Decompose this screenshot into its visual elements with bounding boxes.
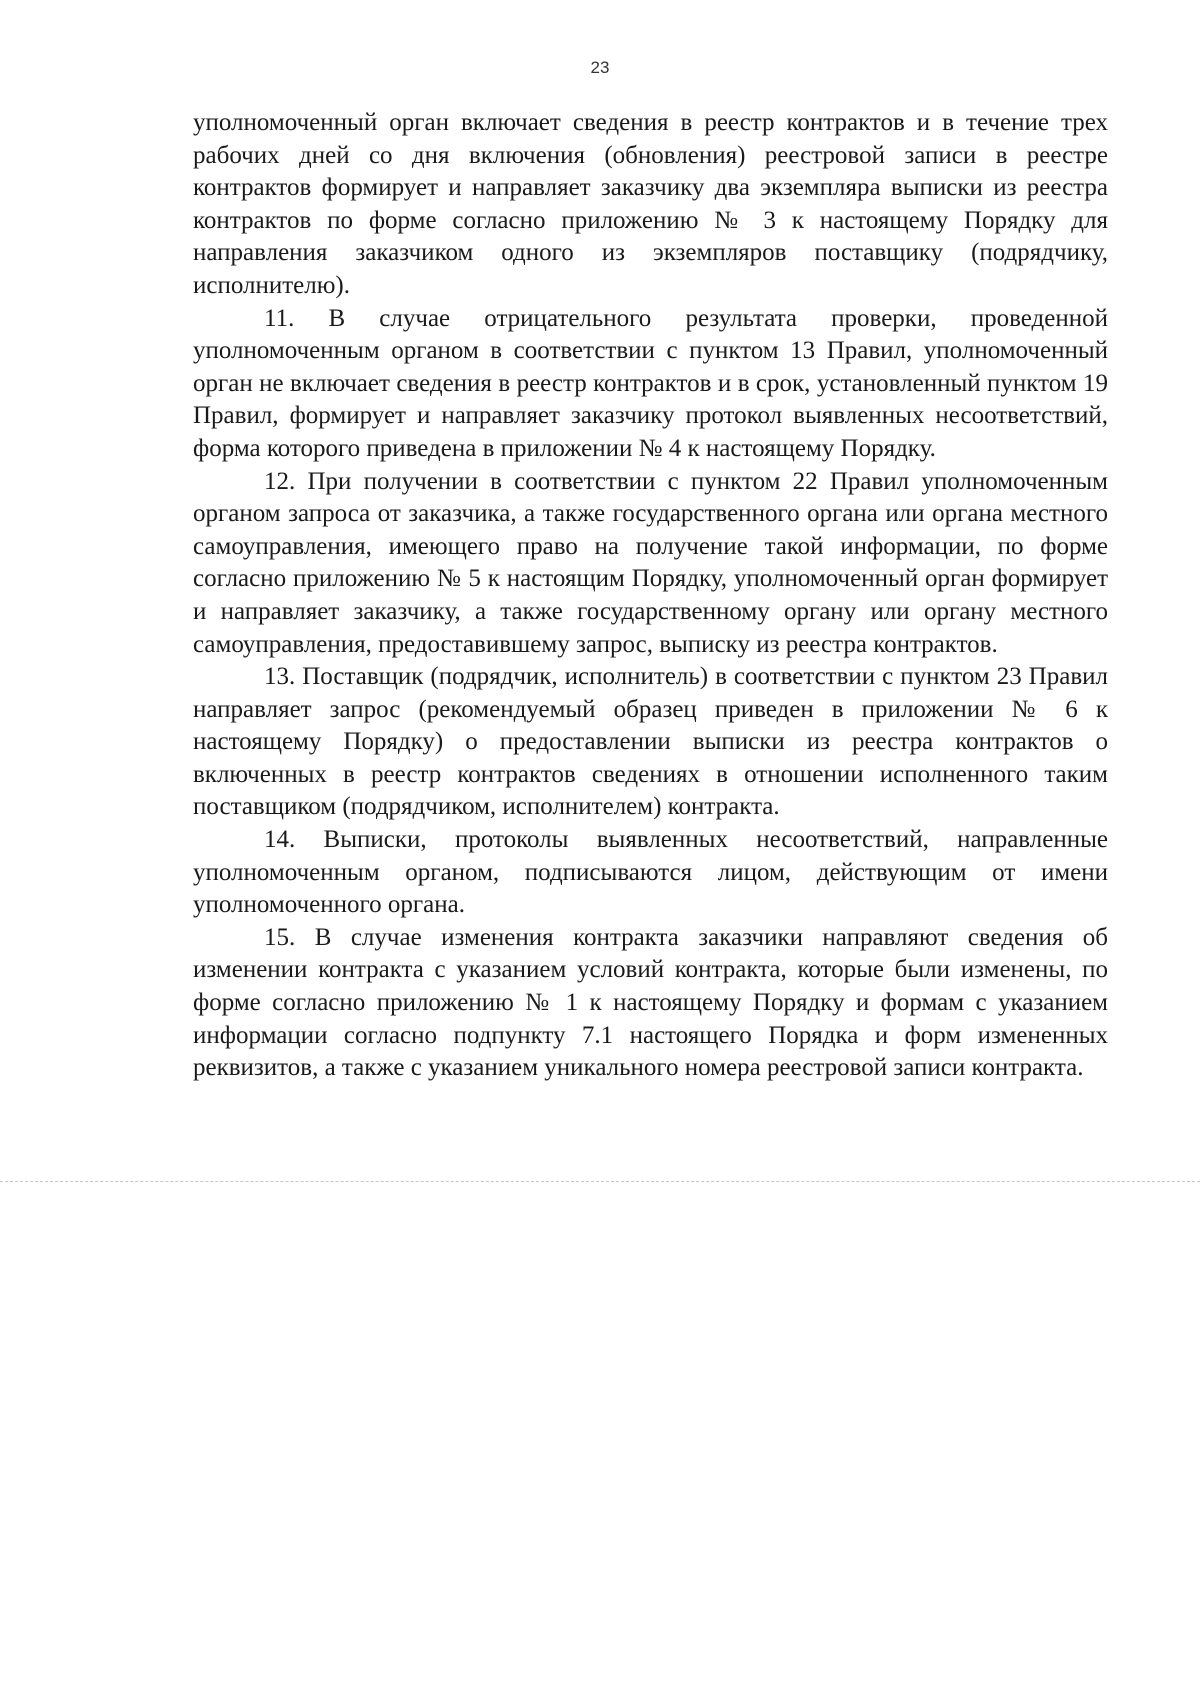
document-body xyxy=(193,107,1108,1085)
paragraph-14: 14. Выписки, протоколы выявленных несоответствий, направленные уполномоченным органом, подписываются лицом, действующим от имени уполномоченного органа. xyxy=(193,826,1108,919)
paragraph-12: 12. При получении в соответствии с пунктом 22 Правил уполномоченным органом запроса от заказчика, а также государственного органа или органа местного самоуправления, имеющего право на получение такой информации, по форме согласно приложению № 5 к настоящим Порядку, уполномоченный орган формирует и направляет заказчику, а также государственному органу или органу местного самоуправления, предоставившему запрос, выписку из реестра контрактов. xyxy=(193,467,1108,658)
paragraph-11: 11. В случае отрицательного результата проверки, проведенной уполномоченным органом в соответствии с пунктом 13 Правил, уполномоченный орган не включает сведения в реестр контрактов и в срок, установленный пунктом 19 Правил, формирует и направляет заказчику протокол выявленных несоответствий, форма которого приведена в приложении № 4 к настоящему Порядку. xyxy=(193,304,1108,462)
paragraph-13: 13. Поставщик (подрядчик, исполнитель) в соответствии с пунктом 23 Правил направляет запрос (рекомендуемый образец приведен в приложении № 6 к настоящему Порядку) о предоставлении выписки из реестра контрактов о включенных в реестр контрактов сведениях в отношении исполненного таким поставщиком (подрядчиком, исполнителем) контракта. xyxy=(193,663,1108,821)
section-divider xyxy=(0,1181,1200,1182)
paragraph-15: 15. В случае изменения контракта заказчики направляют сведения об изменении контракта с указанием условий контракта, которые были изменены, по форме согласно приложению № 1 к настоящему Порядку и формам с указанием информации согласно подпункту 7.1 настоящего Порядка и форм измененных реквизитов, а также с указанием уникального номера реестровой записи контракта. xyxy=(193,923,1108,1082)
paragraph-continuation: уполномоченный орган включает сведения в реестр контрактов и в течение трех рабочих дней со дня включения (обновления) реестровой записи в реестре контрактов формирует и направляет заказчику два экземпляра выписки из реестра контрактов по форме согласно приложению № 3 к настоящему Порядку для направления заказчиком одного из экземпляров поставщику (подрядчику, исполнителю). xyxy=(193,109,1108,299)
page-number: 23 xyxy=(590,58,610,77)
